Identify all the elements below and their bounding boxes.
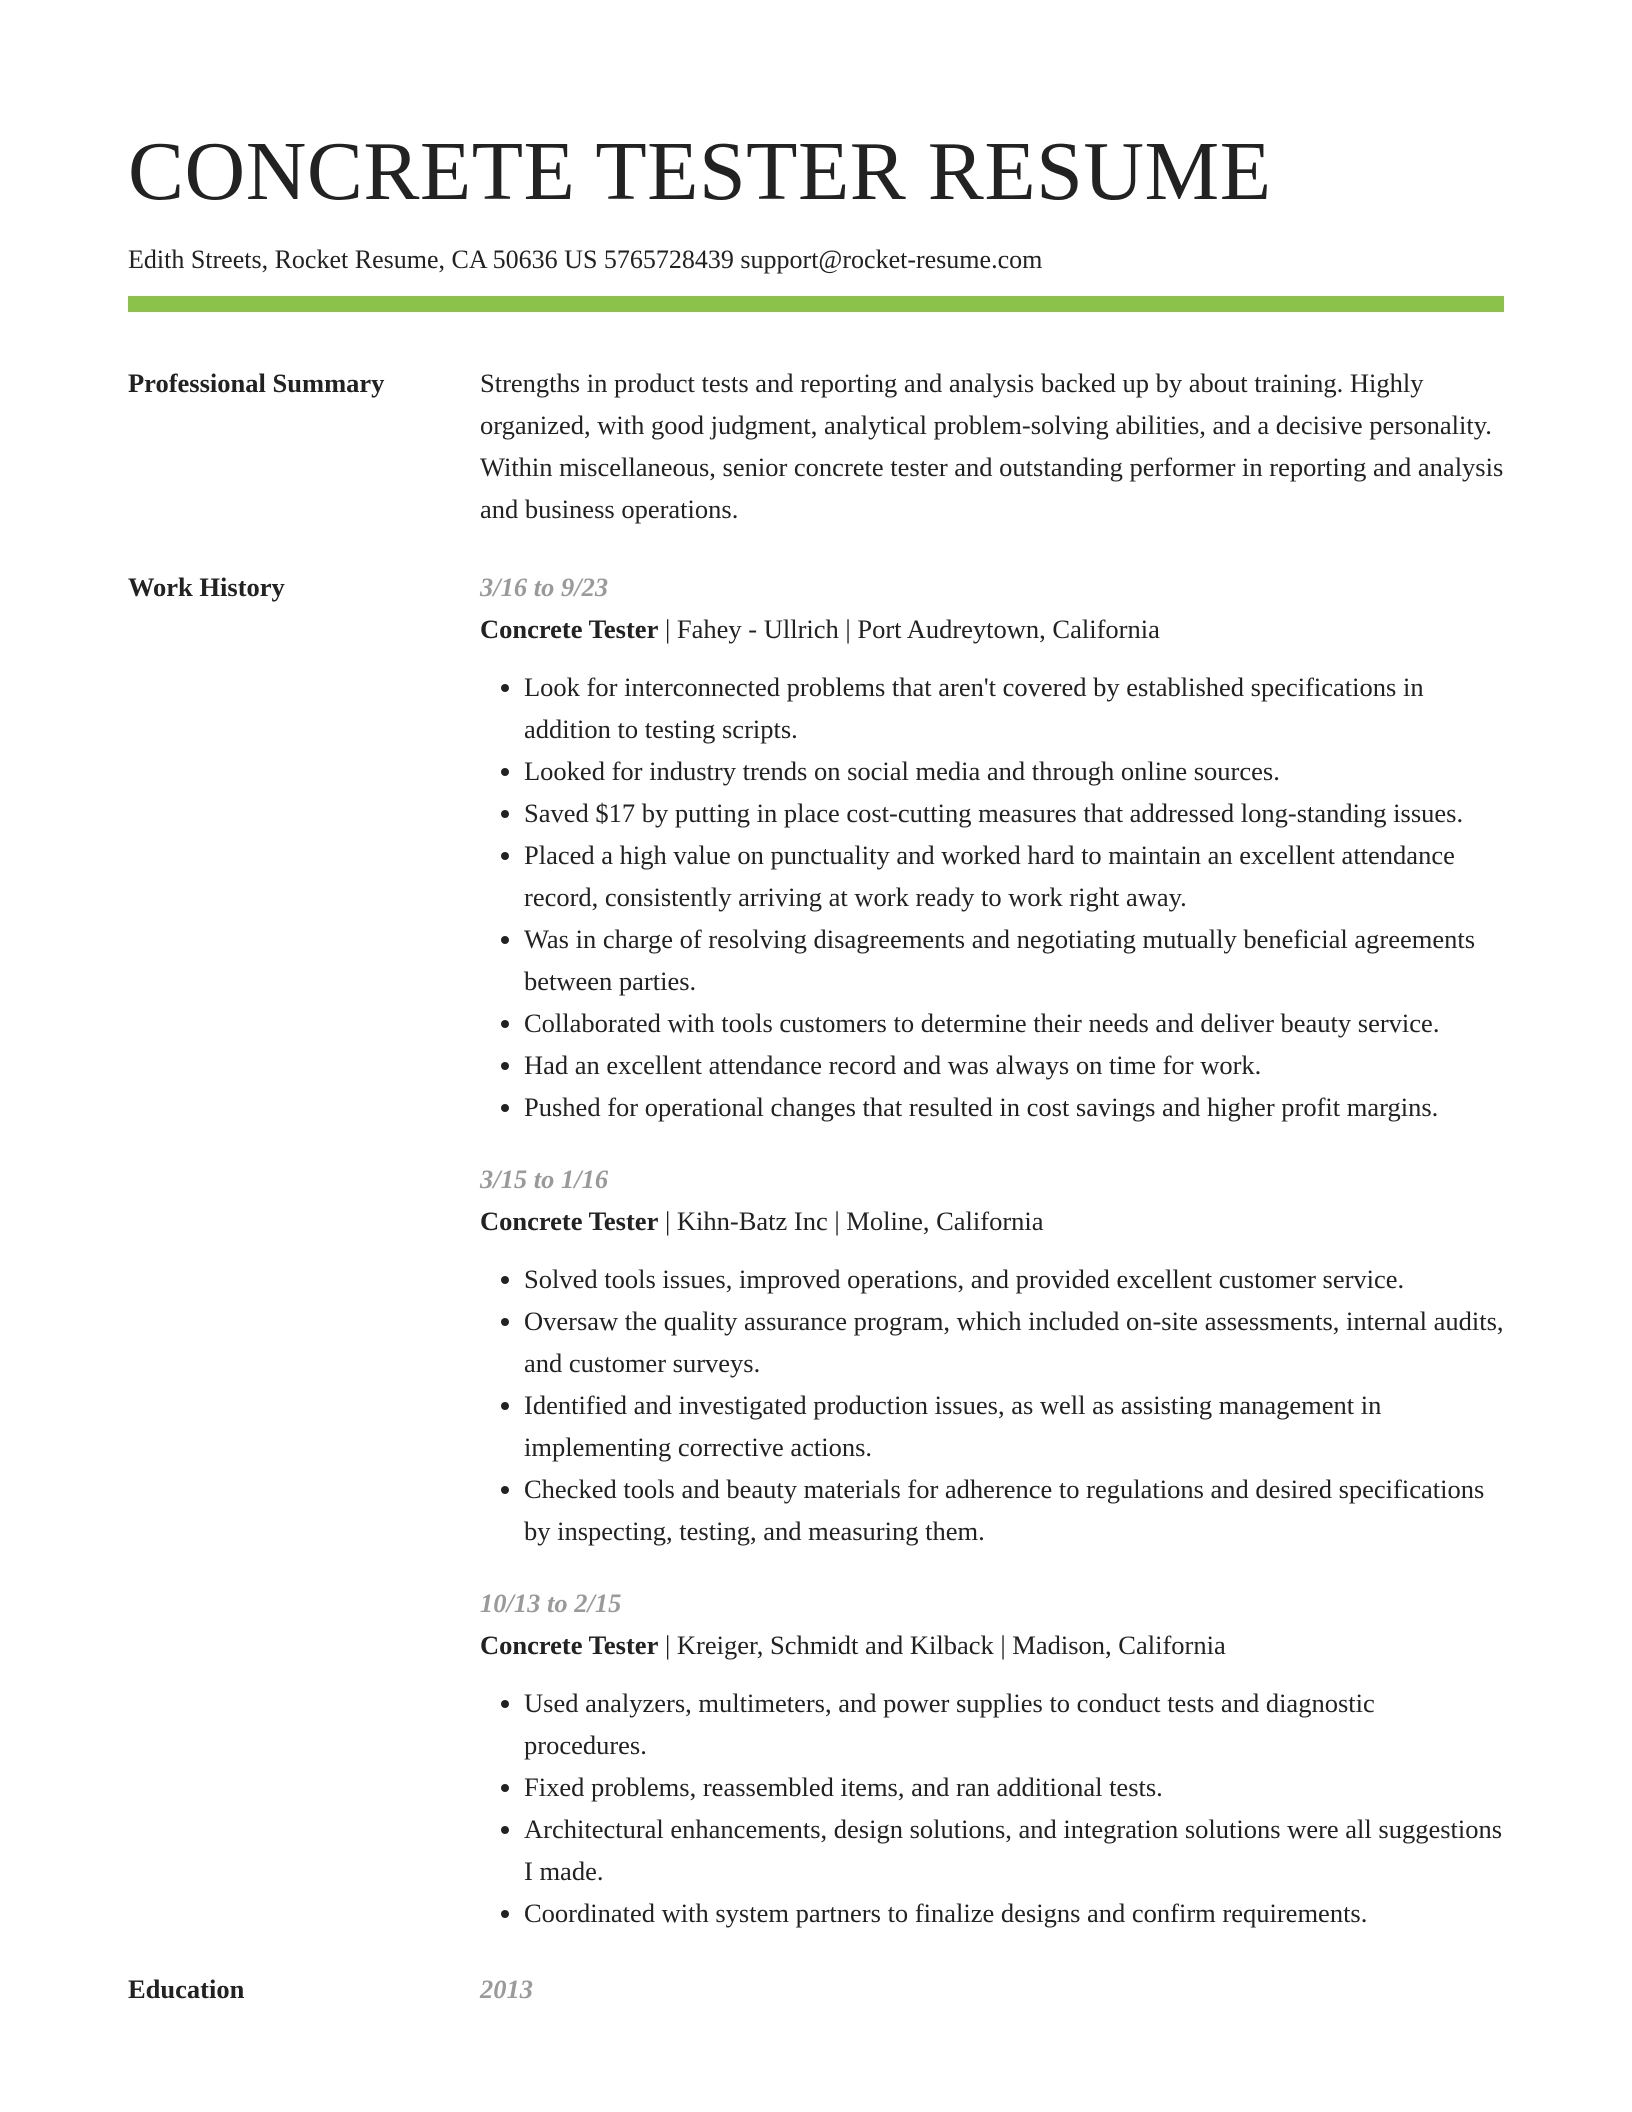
summary-text: Strengths in product tests and reporting and analysis backed up by about training. Highly organized, with good judgment, analytical problem-solving abilities, and a decisive personality. Within miscellaneous, senior concrete tester and outstanding performer in reporting and analysis and business operations. bbox=[480, 368, 1504, 524]
job-bullet: • Coordinated with system partners to finalize designs and confirm requirements. bbox=[524, 1892, 1504, 1934]
contact-line: Edith Streets, Rocket Resume, CA 50636 US 5765728439 support@rocket-resume.com bbox=[128, 245, 1043, 274]
job-bullet: • Checked tools and beauty materials for adherence to regulations and desired specifications by inspecting, testing, and measuring them. bbox=[524, 1468, 1504, 1552]
job-dates: 3/15 to 1/16 bbox=[480, 1164, 609, 1194]
education-dates: 2013 bbox=[480, 1974, 533, 2004]
job-bullet-list bbox=[480, 1258, 1504, 1552]
job-dates: 10/13 to 2/15 bbox=[480, 1588, 622, 1618]
job-bullet: • Placed a high value on punctuality and worked hard to maintain an excellent attendance record, consistently arriving at work ready to work right away. bbox=[524, 834, 1504, 918]
job-bullet: • Collaborated with tools customers to determine their needs and deliver beauty service. bbox=[524, 1002, 1504, 1044]
job-bullet: • Look for interconnected problems that aren't covered by established specifications in addition to testing scripts. bbox=[524, 666, 1504, 750]
job-bullet: • Oversaw the quality assurance program, which included on-site assessments, internal audits, and customer surveys. bbox=[524, 1300, 1504, 1384]
job-bullet: • Fixed problems, reassembled items, and ran additional tests. bbox=[524, 1766, 1504, 1808]
job-bullet: • Pushed for operational changes that resulted in cost savings and higher profit margins. bbox=[524, 1086, 1504, 1128]
job-bullet: • Had an excellent attendance record and was always on time for work. bbox=[524, 1044, 1504, 1086]
job-role: Concrete Tester bbox=[480, 1630, 659, 1660]
job-bullet-list bbox=[480, 1682, 1504, 1934]
job-bullet: • Architectural enhancements, design solutions, and integration solutions were all suggestions I made. bbox=[524, 1808, 1504, 1892]
job-role: Concrete Tester bbox=[480, 1206, 659, 1236]
job-title-line bbox=[480, 608, 1504, 650]
work-history-list bbox=[480, 566, 1504, 1934]
job-title-line bbox=[480, 1624, 1504, 1666]
job-employer-location: | Kihn-Batz Inc | Moline, California bbox=[658, 1206, 1044, 1236]
section-heading-work-history: Work History bbox=[128, 572, 285, 602]
job-dates: 3/16 to 9/23 bbox=[480, 572, 609, 602]
job-employer-location: | Kreiger, Schmidt and Kilback | Madison, California bbox=[658, 1630, 1226, 1660]
job-employer-location: | Fahey - Ullrich | Port Audreytown, California bbox=[658, 614, 1160, 644]
job-role: Concrete Tester bbox=[480, 614, 659, 644]
job-entry bbox=[480, 566, 1504, 1128]
job-bullet: • Was in charge of resolving disagreements and negotiating mutually beneficial agreements between parties. bbox=[524, 918, 1504, 1002]
job-entry bbox=[480, 1158, 1504, 1552]
education-section bbox=[128, 1968, 1504, 2010]
work-history-section bbox=[128, 566, 1504, 1934]
job-bullet: • Looked for industry trends on social media and through online sources. bbox=[524, 750, 1504, 792]
job-bullet: • Solved tools issues, improved operations, and provided excellent customer service. bbox=[524, 1258, 1504, 1300]
job-bullet: • Used analyzers, multimeters, and power supplies to conduct tests and diagnostic procedures. bbox=[524, 1682, 1504, 1766]
job-bullet: • Identified and investigated production issues, as well as assisting management in implementing corrective actions. bbox=[524, 1384, 1504, 1468]
education-body bbox=[480, 1968, 1504, 2010]
accent-divider bbox=[128, 296, 1504, 312]
resume-page bbox=[128, 0, 1504, 2010]
resume-title: CONCRETE TESTER RESUME bbox=[128, 125, 1272, 218]
job-bullet: • Saved $17 by putting in place cost-cutting measures that addressed long-standing issues. bbox=[524, 792, 1504, 834]
job-title-line bbox=[480, 1200, 1504, 1242]
job-bullet-list bbox=[480, 666, 1504, 1128]
section-heading-summary: Professional Summary bbox=[128, 368, 385, 398]
job-entry bbox=[480, 1582, 1504, 1934]
professional-summary-section bbox=[128, 362, 1504, 530]
section-heading-education: Education bbox=[128, 1974, 245, 2004]
